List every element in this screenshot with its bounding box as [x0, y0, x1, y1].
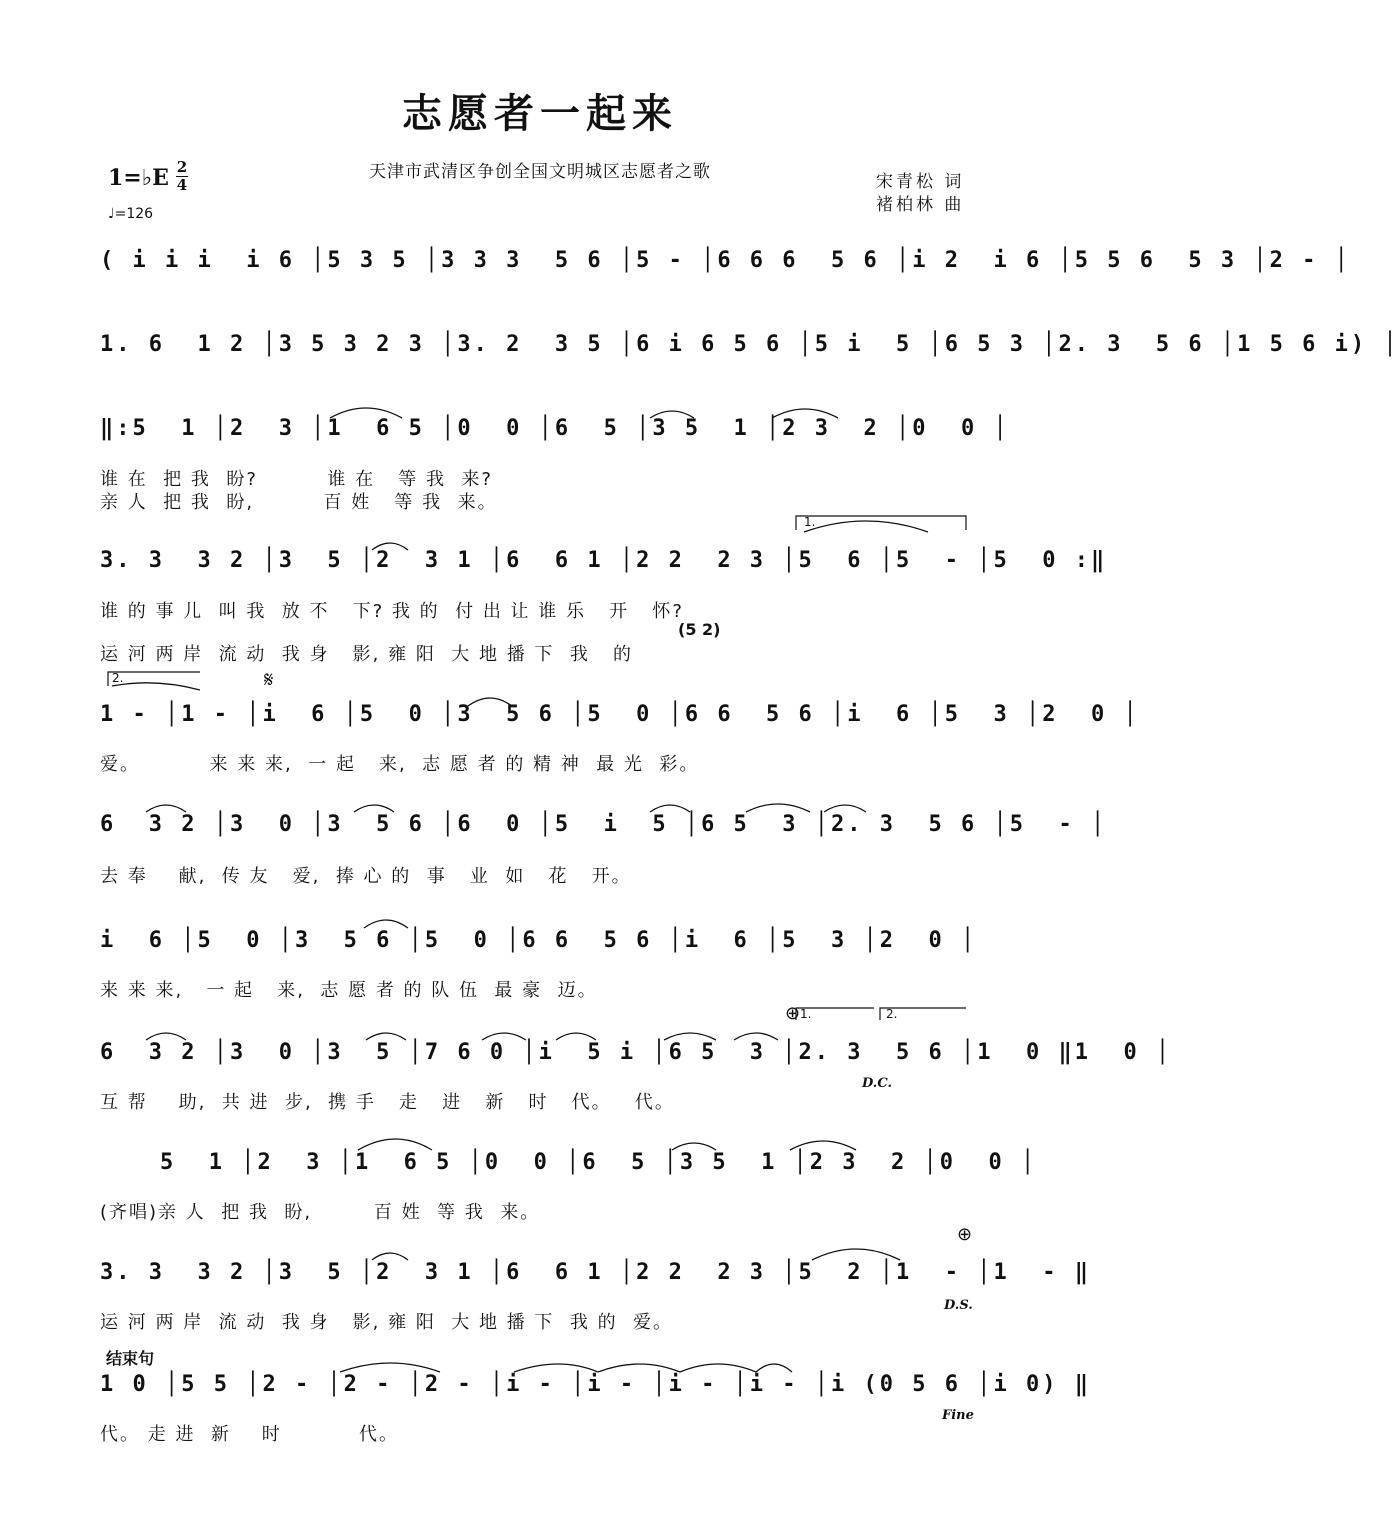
- lyric-line: 互 帮 助, 共 进 步, 携 手 走 进 新 时 代。 代。: [100, 1092, 675, 1113]
- lyric-line: 代。 走 进 新 时 代。: [100, 1424, 399, 1445]
- lyric-line: 去 奉 献, 传 友 爱, 捧 心 的 事 业 如 花 开。: [100, 866, 632, 887]
- ds-marking: D.S.: [944, 1298, 973, 1313]
- dc-marking: D.C.: [862, 1076, 892, 1091]
- lyric-line: (齐唱)亲 人 把 我 盼, 百 姓 等 我 来。: [100, 1202, 541, 1223]
- lyric-line: 谁 的 事 儿 叫 我 放 不 下? 我 的 付 出 让 谁 乐 开 怀?: [100, 601, 684, 622]
- lyric-line: 谁 在 把 我 盼? 谁 在 等 我 来?: [100, 469, 493, 490]
- segno-icon: 𝄋: [264, 668, 274, 693]
- volta-1-label: 1.: [800, 1007, 812, 1021]
- coda-icon: ⊕: [957, 1224, 973, 1245]
- notes: i 6 │5 0 │3 5 6 │5 0 │6 6 5 6 │i 6 │5 3 │2 0 │: [100, 928, 978, 953]
- notes: 5 1 │2 3 │1 6 5 │0 0 │6 5 │3 5 1 │2 3 2 │0 0 │: [160, 1150, 1038, 1175]
- lyric-line: 来 来 来, 一 起 来, 志 愿 者 的 队 伍 最 豪 迈。: [100, 980, 598, 1001]
- lyric-line: 运 河 两 岸 流 动 我 身 影, 雍 阳 大 地 播 下 我 的: [100, 644, 634, 665]
- volta-1-label: 1.: [804, 515, 816, 529]
- notes: 6 3 2 │3 0 │3 5 │7 6 0 │i 5 i │6 5 3 │2. 3 5 6 │1 0 ‖1 0 │: [100, 1040, 1173, 1065]
- subtitle: 天津市武清区争创全国文明城区志愿者之歌: [369, 162, 711, 182]
- fine-marking: Fine: [942, 1408, 974, 1423]
- notes: ‖:5 1 │2 3 │1 6 5 │0 0 │6 5 │3 5 1 │2 3 2 │0 0 │: [100, 416, 1010, 441]
- notes: ( i i i i 6 │5 3 5 │3 3 3 5 6 │5 - │6 6 6 5 6 │i 2 i 6 │5 5 6 5 3 │2 - │: [100, 248, 1351, 273]
- page-title: 志愿者一起来: [402, 90, 678, 137]
- meter-bottom: 4: [176, 176, 188, 194]
- alternate-notes: (5 2): [678, 620, 721, 639]
- lyric-line: 爱。 来 来 来, 一 起 来, 志 愿 者 的 精 神 最 光 彩。: [100, 754, 700, 775]
- notes: 6 3 2 │3 0 │3 5 6 │6 0 │5 i 5 │6 5 3 │2. 3 5 6 │5 - │: [100, 812, 1108, 837]
- notes: 3. 3 3 2 │3 5 │2 3 1 │6 6 1 │2 2 2 3 │5 6 │5 - │5 0 :‖: [100, 548, 1108, 573]
- notes: 1 0 │5 5 │2 - │2 - │2 - │i - │i - │i - │i - │i (0 5 6 │i 0) ‖: [100, 1372, 1091, 1397]
- volta-2-label: 2.: [112, 671, 124, 685]
- composer-credit: 褚柏林 曲: [876, 195, 965, 215]
- notes: 1. 6 1 2 │3 5 3 2 3 │3. 2 3 5 │6 i 6 5 6 │5 i 5 │6 5 3 │2. 3 5 6 │1 5 6 i) │: [100, 332, 1400, 357]
- key-signature: 1=♭E: [108, 165, 169, 191]
- tempo-marking: ♩=126: [108, 206, 154, 222]
- meter-top: 2: [176, 158, 188, 176]
- coda-icon: ⊕: [785, 1003, 801, 1024]
- notes: 1 - │1 - │i 6 │5 0 │3 5 6 │5 0 │6 6 5 6 │i 6 │5 3 │2 0 │: [100, 702, 1140, 727]
- lyricist-credit: 宋青松 词: [876, 172, 965, 192]
- ending-label: 结束句: [106, 1349, 155, 1368]
- lyric-line: 运 河 两 岸 流 动 我 身 影, 雍 阳 大 地 播 下 我 的 爱。: [100, 1312, 674, 1333]
- volta-2-label: 2.: [886, 1007, 898, 1021]
- lyric-line: 亲 人 把 我 盼, 百 姓 等 我 来。: [100, 492, 498, 513]
- notes: 3. 3 3 2 │3 5 │2 3 1 │6 6 1 │2 2 2 3 │5 2 │1 - │1 - ‖: [100, 1260, 1091, 1285]
